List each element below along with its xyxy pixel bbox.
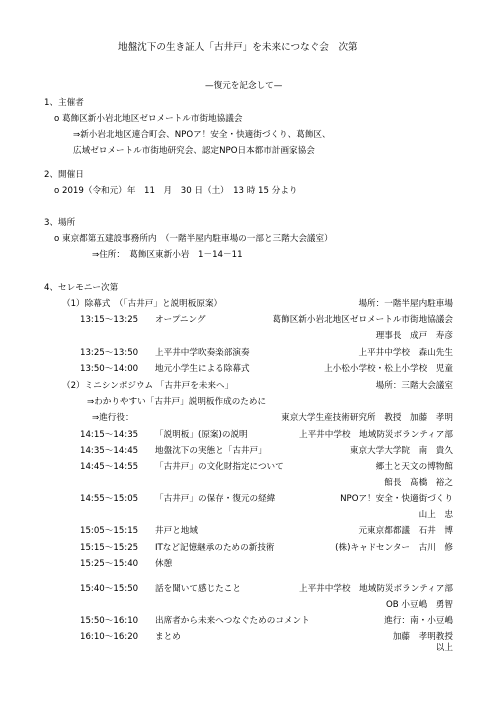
schedule-time: 15:05～15:15 bbox=[80, 526, 139, 536]
section-venue-heading: 3、場所 bbox=[44, 218, 76, 228]
schedule-speaker: 上小松小学校・松上小学校 児童 bbox=[324, 364, 453, 374]
section-organizer-heading: 1、主催者 bbox=[44, 98, 84, 108]
schedule-time: 13:25～13:50 bbox=[80, 348, 139, 358]
schedule-time: 15:40～15:50 bbox=[80, 584, 139, 594]
section-program-heading: 4、セレモニー次第 bbox=[44, 283, 119, 293]
schedule-time: 14:15～14:35 bbox=[80, 430, 139, 440]
schedule-item: 「古井戸」の文化財指定について bbox=[155, 462, 284, 472]
schedule-speaker: 葛飾区新小岩北地区ゼロメートル市街地協議会 bbox=[272, 315, 453, 325]
schedule-speaker: 東京大学大学院 南 貴久 bbox=[349, 446, 453, 456]
schedule-speaker: 山上 忠 bbox=[418, 510, 453, 520]
schedule-speaker: (株)キャドセンター 古川 修 bbox=[335, 543, 453, 553]
schedule-item: 「説明板」(原案)の説明 bbox=[155, 430, 248, 440]
schedule-speaker: NPOア！安全・快適街づくり bbox=[340, 494, 453, 504]
schedule-item: 井戸と地域 bbox=[155, 526, 198, 536]
venue-address: ⇒住所： 葛飾区東新小岩 1－14－11 bbox=[92, 250, 243, 260]
schedule-item: ITなど記憶継承のための新技術 bbox=[155, 543, 275, 553]
organizer-members: ⇒新小岩北地区連合町会、NPOア！安全・快適街づくり、葛飾区、 bbox=[73, 130, 331, 140]
host-label: ⇒進行役： bbox=[92, 413, 134, 423]
schedule-item: オープニング bbox=[155, 315, 206, 325]
schedule-item: 地元小学生による除幕式 bbox=[155, 364, 250, 374]
schedule-speaker: 上平井中学校 地域防災ボランティア部 bbox=[298, 584, 453, 594]
schedule-speaker: 加藤 孝明教授 bbox=[392, 632, 453, 642]
part2-label: （2）ミニシンポジウム 「古井戸を未来へ」 bbox=[62, 381, 234, 391]
schedule-item: 休憩 bbox=[155, 559, 173, 569]
schedule-time: 13:15～13:25 bbox=[80, 315, 139, 325]
schedule-speaker: 進行：南・小豆嶋 bbox=[384, 616, 453, 626]
schedule-speaker: 理事長 成戸 寿彦 bbox=[375, 331, 453, 341]
schedule-item: 上平井中学吹奏楽部演奏 bbox=[155, 348, 250, 358]
page-title: 地盤沈下の生き証人「古井戸」を未来につなぐ会 次第 bbox=[118, 42, 358, 53]
organizer-members-cont: 広域ゼロメートル市街地研究会、認定NPO日本都市計画家協会 bbox=[73, 146, 315, 156]
schedule-time: 13:50～14:00 bbox=[80, 364, 139, 374]
organizer-main: o 葛飾区新小岩北地区ゼロメートル市街地協議会 bbox=[54, 114, 243, 124]
schedule-time: 15:50～16:10 bbox=[80, 616, 139, 626]
schedule-time: 15:25～15:40 bbox=[80, 559, 139, 569]
schedule-speaker: 上平井中学校 森山先生 bbox=[358, 348, 453, 358]
part2-subtitle: ⇒わかりやすい「古井戸」説明板作成のために bbox=[87, 397, 267, 407]
event-date: o 2019（令和元）年 11 月 30 日（土） 13 時 15 分より bbox=[54, 186, 298, 196]
schedule-item: 話を聞いて感じたこと bbox=[155, 584, 241, 594]
schedule-speaker: OB 小豆嶋 勇智 bbox=[386, 600, 453, 610]
venue-name: o 東京都第五建設事務所内 （一階半屋内駐車場の一部と三階大会議室） bbox=[54, 234, 333, 244]
part1-label: （1）除幕式 （「古井戸」と説明板原案） bbox=[62, 299, 223, 309]
schedule-speaker: 上平井中学校 地域防災ボランティア部 bbox=[298, 430, 453, 440]
schedule-speaker: 元東京都都議 石井 博 bbox=[358, 526, 453, 536]
part1-venue: 場所：一階半屋内駐車場 bbox=[358, 299, 453, 309]
schedule-item: まとめ bbox=[155, 632, 181, 642]
page-subtitle: —復元を記念して— bbox=[205, 81, 283, 91]
schedule-speaker: 郷土と天文の博物館 bbox=[375, 462, 453, 472]
section-date-heading: 2、開催日 bbox=[44, 170, 84, 180]
schedule-time: 14:55～15:05 bbox=[80, 494, 139, 504]
schedule-time: 14:35～14:45 bbox=[80, 446, 139, 456]
schedule-time: 14:45～14:55 bbox=[80, 462, 139, 472]
host-name: 東京大学生産技術研究所 教授 加藤 孝明 bbox=[281, 413, 453, 423]
schedule-time: 15:15～15:25 bbox=[80, 543, 139, 553]
schedule-item: 出席者から未来へつなぐためのコメント bbox=[155, 616, 310, 626]
schedule-speaker: 館長 髙橋 裕之 bbox=[384, 478, 453, 488]
closing-text: 以上 bbox=[435, 643, 453, 653]
part2-venue: 場所：三階大会議室 bbox=[375, 381, 453, 391]
schedule-item: 「古井戸」の保存・復元の経緯 bbox=[155, 494, 276, 504]
schedule-time: 16:10～16:20 bbox=[80, 632, 139, 642]
schedule-item: 地盤沈下の実態と「古井戸」 bbox=[155, 446, 267, 456]
